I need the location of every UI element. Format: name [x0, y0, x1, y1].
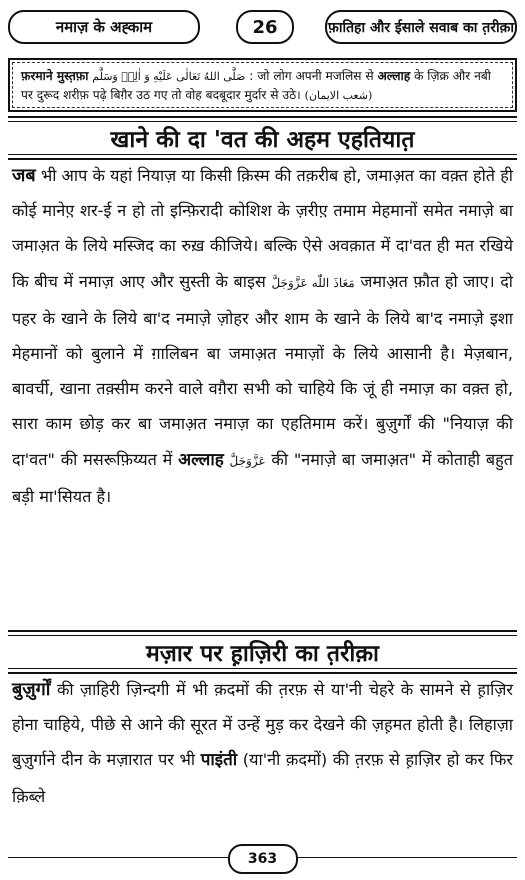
hadith-source: (شعب الايمان) — [304, 89, 373, 102]
section-1-paragraph — [12, 158, 513, 514]
chapter-title: फ़ातिहा और ईसाले सवाब का त़रीक़ा — [325, 10, 517, 44]
paragraph-lead-word: जब — [12, 165, 36, 186]
chapter-number: 26 — [236, 10, 294, 44]
hadith-allah: अल्लाह — [377, 69, 411, 83]
hadith-box — [8, 58, 517, 112]
paragraph-text-4: की ज़ाहिरी ज़िन्दगी में भी क़दमों की त़रफ़ से या'नी चेहरे के सामने से ह़ाज़िर होना चाहिये, पीछे से आने की सूरत में उन्हें मुड़ कर देखने की ज़ह़मत होती है। लिहाज़ा बुज़ुर्गाने दीन के मज़ारात पर भी — [12, 680, 513, 770]
section-2-paragraph — [12, 672, 513, 814]
hadith-text: : जो लोग अपनी मजलिस से — [249, 69, 374, 83]
page-header — [8, 10, 517, 44]
page-footer — [0, 844, 525, 872]
salutation-arabic: صَلَّى اللهُ تَعَالٰی عَلَيْهِ وَ اٰلِهٖ وَسَلَّم — [92, 70, 246, 83]
section-heading-2: मज़ार पर ह़ाज़िरी का त़रीक़ा — [8, 630, 517, 674]
arabic-phrase-1: مَعَاذَ اللّٰه عَزَّوَجَلَّ — [271, 275, 355, 290]
paragraph-text-2: जमाअ़त फ़ौत हो जाए। दो पहर के खाने के लिये बा'द नमाज़े ज़ोहर और शाम के खाने के लिये बा'द नमाज़े इशा मेहमानों को बुलाने में ग़ालिबन बा जमाअ़त नमाज़ों के लिये आसानी है। मेज़बान, बावर्ची, खाना तक़्सीम करने वाले वग़ैरा सभी को चाहिये कि जूं ही नमाज़ का वक़्त हो, सारा काम छोड़ कर बा जमाअ़त नमाज़ का एहतिमाम करें। बुज़ुर्गों की "नियाज़ की दा'वत" की मसरूफ़िय्यत में — [12, 271, 513, 469]
allah-word: अल्लाह — [178, 449, 224, 470]
hadith-text-2: के ज़िक्र और नबी पर दुरूद शरीफ़ पढ़े बिग़ैर उठ गए तो वोह बदबूदार मुर्दार से उठे। — [21, 69, 491, 102]
paragraph-text-5: (या'नी क़दमों) की त़रफ़ से ह़ाज़िर हो कर फिर क़िब्ले — [12, 750, 513, 806]
paragraph-text-3: की "नमाज़े बा जमाअ़त" में कोताही बहुत बड़ी मा'सियत है। — [12, 449, 513, 506]
page-number: 363 — [228, 844, 298, 874]
hadith-label: फ़रमाने मुस्त़फ़ा — [21, 69, 89, 83]
bold-term: पाइंती — [200, 750, 238, 771]
section-heading-1: खाने की दा 'वत की अहम एहतियात़ — [8, 116, 517, 160]
arabic-phrase-2: عَزَّوَجَلَّ — [229, 453, 266, 468]
book-title: नमाज़ के अह्काम — [8, 10, 200, 44]
paragraph-text-1: भी आप के यहां नियाज़ या किसी क़िस्म की तक़रीब हो, जमाअ़त का वक़्त होते ही कोई मानेए़ शर-ई न हो तो इन्फ़िरादी कोशिश के ज़रीए़ तमाम मेहमानों समेत नमाज़े बा जमाअ़त के लिये मस्जिद का रुख़ कीजिये। बल्कि ऐसे अवक़ात में दा'वत ही मत रखिये कि बीच में नमाज़ आए और सुस्ती के बाइस — [12, 166, 513, 291]
paragraph-lead-word-2: बुज़ुर्गों — [12, 679, 51, 700]
